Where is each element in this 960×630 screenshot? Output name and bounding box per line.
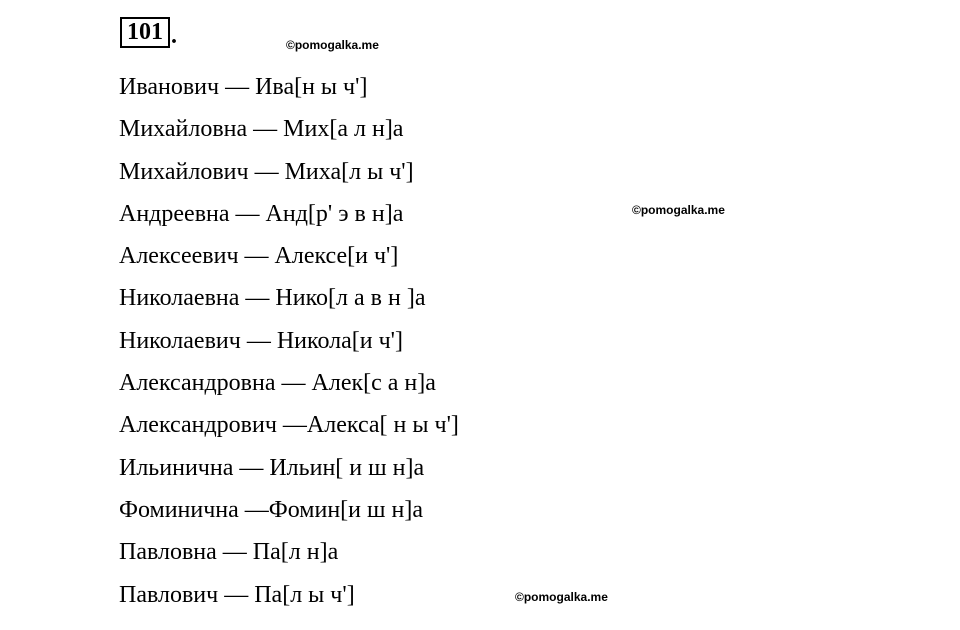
watermark: ©pomogalka.me (286, 38, 379, 52)
answer-line: Андреевна — Анд[р' э в н]а (119, 200, 404, 227)
answer-line: Николаевич — Никола[и ч'] (119, 327, 403, 354)
answer-line: Иванович — Ива[н ы ч'] (119, 74, 368, 100)
answer-line: Фоминична —Фомин[и ш н]а (119, 496, 423, 523)
answer-line: Павлович — Па[л ы ч'] (119, 581, 355, 608)
answer-line: Алексеевич — Алексе[и ч'] (119, 243, 399, 270)
watermark: ©pomogalka.me (632, 203, 725, 217)
exercise-number: 101 (120, 17, 170, 48)
answer-line: Михайловна — Мих[а л н]а (119, 116, 404, 143)
watermark: ©pomogalka.me (515, 590, 608, 604)
answer-line: Николаевна — Нико[л а в н ]а (119, 285, 426, 312)
answer-line: Александрович —Алекса[ н ы ч'] (119, 412, 459, 439)
exercise-number-box (120, 17, 177, 48)
answer-line: Михайлович — Миха[л ы ч'] (119, 158, 414, 185)
answer-line: Ильинична — Ильин[ и ш н]а (119, 454, 425, 481)
answer-list (119, 66, 459, 616)
answer-line: Александровна — Алек[с а н]а (119, 370, 436, 397)
answer-line: Павловна — Па[л н]а (119, 539, 339, 566)
exercise-number-dot: . (171, 23, 177, 49)
